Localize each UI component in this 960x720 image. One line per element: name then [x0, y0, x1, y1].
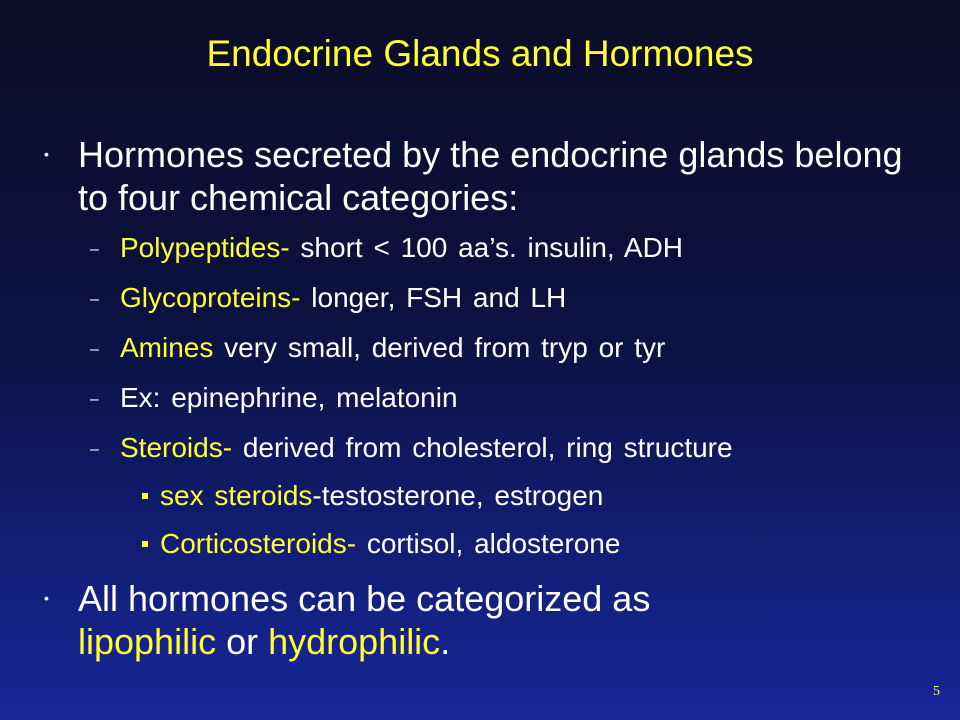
slide-title: Endocrine Glands and Hormones: [206, 33, 754, 74]
bullet-2-word-lipophilic: lipophilic: [78, 621, 217, 662]
subsub-bullet-corticosteroids: [160, 526, 920, 562]
sub-bullet-text: very small, derived from tryp or tyr: [213, 332, 666, 363]
square-bullet-icon: [142, 541, 148, 547]
sub-bullet-text: derived from cholesterol, ring structure: [232, 432, 733, 463]
subsub-bullet-text: cortisol, aldosterone: [356, 528, 621, 559]
sub-bullet-text: short < 100 aa’s. insulin, ADH: [289, 232, 684, 263]
bullet-2-connector: or: [216, 621, 269, 662]
dash-marker: –: [90, 291, 99, 308]
sub-bullet-highlight: Amines: [120, 332, 214, 363]
square-bullet-icon: [142, 493, 148, 499]
sub-bullet-highlight: Steroids-: [120, 432, 233, 463]
sub-bullet-highlight: Glycoproteins-: [120, 282, 301, 313]
dash-marker: –: [90, 241, 99, 258]
dash-marker: –: [90, 441, 99, 458]
sub-bullet-text: Ex: epinephrine, melatonin: [120, 382, 458, 413]
bullet-2-suffix: .: [440, 621, 451, 662]
sub-bullet-example: [90, 380, 920, 416]
bullet-2: [44, 577, 878, 663]
sub-bullet-steroids: [90, 430, 920, 466]
dash-marker: –: [90, 391, 99, 408]
page-number: 5: [933, 684, 940, 699]
bullet-1-text: Hormones secreted by the endocrine glands belong to four chemical categories:: [78, 134, 903, 218]
sub-bullet-polypeptides: [90, 230, 920, 266]
sub-bullet-glycoproteins: [90, 280, 920, 316]
sub-bullet-amines: [90, 330, 920, 366]
bullet-marker: •: [44, 590, 49, 606]
sub-bullet-text: longer, FSH and LH: [300, 282, 567, 313]
bullet-1: [44, 133, 928, 219]
subsub-bullet-sex-steroids: [160, 478, 920, 514]
dash-marker: –: [90, 341, 99, 358]
bullet-2-word-hydrophilic: hydrophilic: [268, 621, 441, 662]
bullet-2-prefix: All hormones can be categorized as: [78, 578, 651, 619]
sub-bullet-highlight: Polypeptides-: [120, 232, 290, 263]
subsub-bullet-highlight: Corticosteroids-: [160, 528, 357, 559]
subsub-bullet-text: -testosterone, estrogen: [312, 480, 604, 511]
bullet-marker: •: [44, 146, 49, 162]
subsub-bullet-highlight: sex steroids: [160, 480, 313, 511]
